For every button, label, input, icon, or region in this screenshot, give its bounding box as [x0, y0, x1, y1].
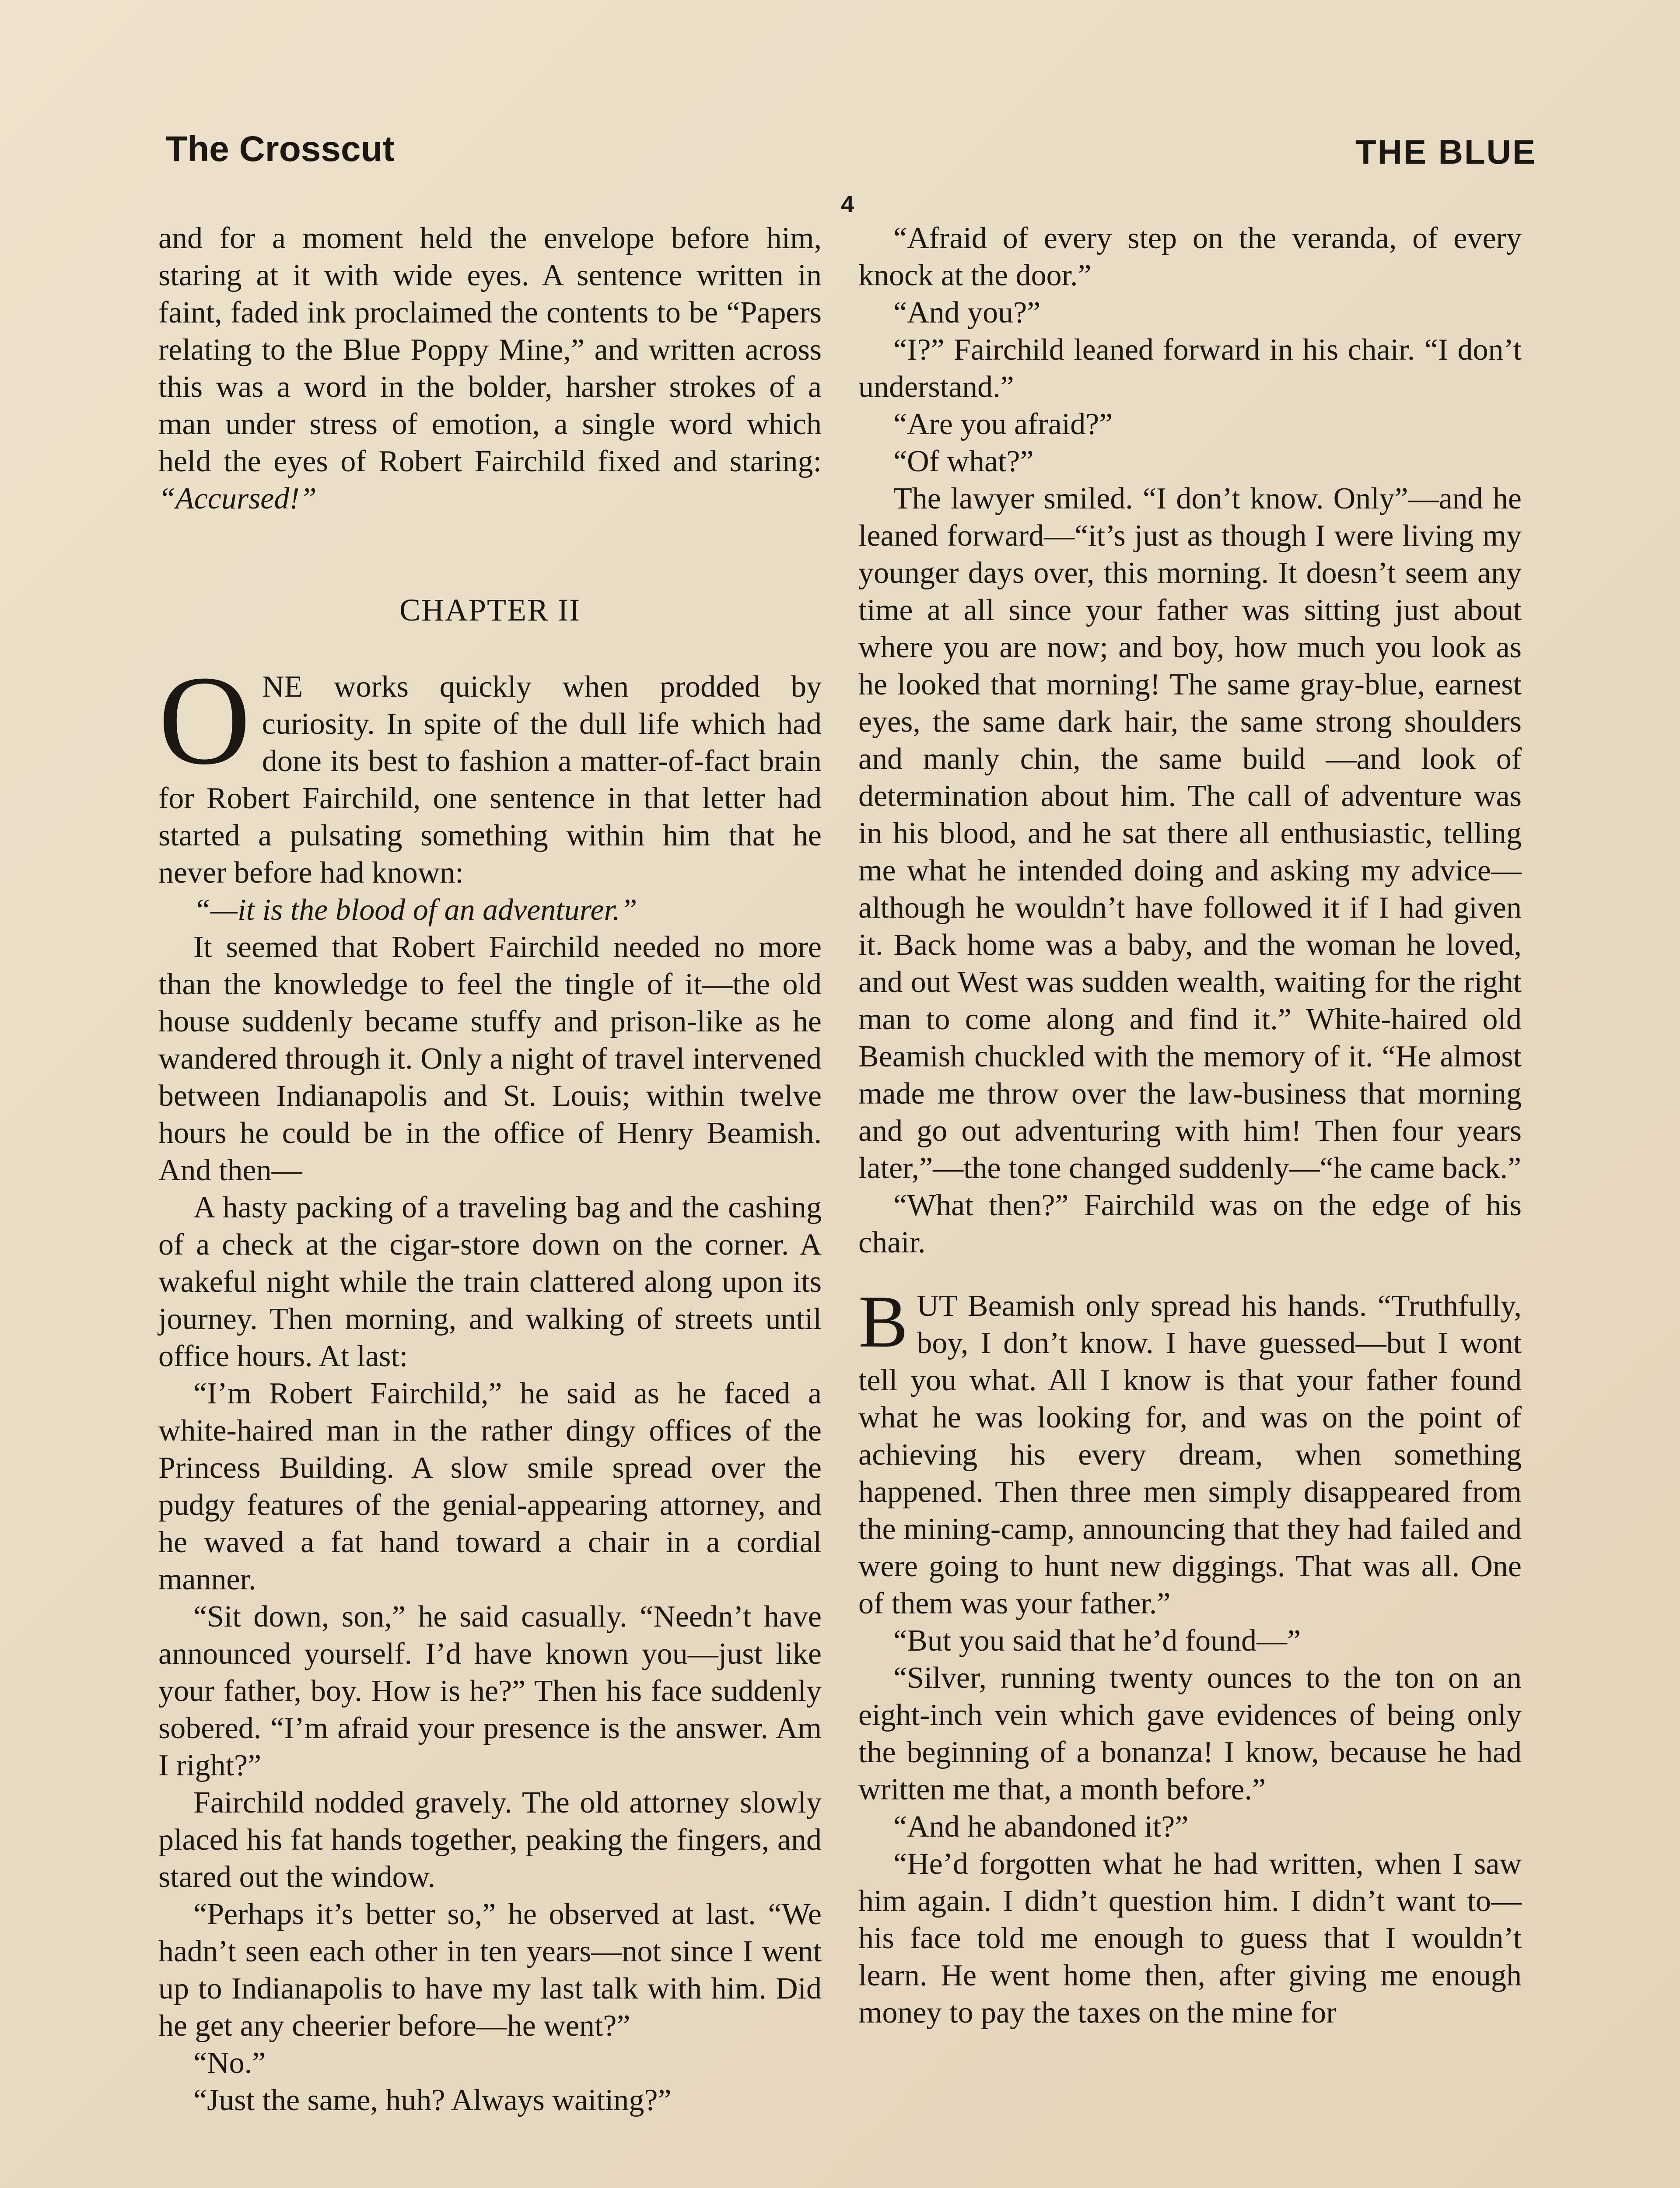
- paragraph: “Just the same, huh? Always waiting?”: [193, 2083, 672, 2117]
- paragraph: [858, 1280, 1522, 1622]
- paragraph: “And he abandoned it?”: [893, 1810, 1189, 1844]
- small-caps-lead: UT: [917, 1289, 957, 1323]
- paragraph: “No.”: [193, 2046, 266, 2080]
- paragraph-text: and for a moment held the envelope before him, staring at it with wide eyes. A sentence written in faint, faded ink proclaimed the contents to be “Papers relating to the Blue Poppy Mine,” and written across this was a word in the bolder, harsher strokes of a man under stress of emotion, a single word which held the eyes of Robert Fairchild fixed and staring:: [158, 221, 822, 478]
- paragraph: “I?” Fairchild leaned forward in his chair. “I don’t understand.”: [858, 333, 1522, 404]
- paragraph: “I’m Robert Fairchild,” he said as he faced a white-haired man in the rather dingy offices of the Princess Building. A slow smile spread over the pudgy features of the genial-appearing attorney, and he waved a fat hand toward a chair in a cordial manner.: [158, 1377, 822, 1596]
- paragraph: It seemed that Robert Fairchild needed no more than the knowledge to feel the tingle of it—the old house suddenly became stuffy and prison-like as he wandered through it. Only a night of travel intervened between Indianapolis and St. Louis; within twelve hours he could be in the office of Henry Beamish. And then—: [158, 930, 822, 1187]
- paragraph: Fairchild nodded gravely. The old attorney slowly placed his fat hands together, peaking the fingers, and stared out the window.: [158, 1786, 822, 1894]
- paragraph: “Sit down, son,” he said casually. “Needn’t have announced yourself. I’d have known you—just like your father, boy. How is he?” Then his face suddenly sobered. “I’m afraid your presence is the answer. Am I right?”: [158, 1600, 822, 1782]
- paragraph-text: works quickly when prodded by curiosity. In spite of the dull life which had done its best to fashion a matter-of-fact brain for Robert Fairchild, one sentence in that letter had started a pulsating something within him that he never before had known:: [158, 670, 822, 890]
- small-caps-lead: NE: [262, 670, 303, 704]
- paragraph: “Afraid of every step on the veranda, of every knock at the door.”: [858, 221, 1522, 292]
- chapter-heading: CHAPTER II: [399, 593, 581, 628]
- paragraph: “Silver, running twenty ounces to the ton on an eight-inch vein which gave evidences of being only the beginning of a bonanza! I know, because he had written me that, a month before.”: [858, 1661, 1522, 1806]
- paragraph: “Perhaps it’s better so,” he observed at last. “We hadn’t seen each other in ten years—not since I went up to Indianapolis to have my last talk with him. Did he get any cheerier before—he went?”: [158, 1897, 822, 2043]
- italic-word: “Accursed!”: [158, 482, 317, 515]
- left-column: [158, 220, 822, 2119]
- page-number: 4: [841, 191, 854, 217]
- paragraph: “Of what?”: [893, 445, 1034, 478]
- paragraph: “Are you afraid?”: [893, 407, 1113, 441]
- paragraph: “He’d forgotten what he had written, when I saw him again. I didn’t question him. I didn’t want to—his face told me enough to guess that I wouldn’t learn. He went home then, after giving me enough money to pay the taxes on the mine for: [858, 1847, 1522, 2030]
- paragraph: “And you?”: [893, 296, 1041, 330]
- paragraph: “But you said that he’d found—”: [893, 1624, 1301, 1658]
- running-head-left: The Crosscut: [165, 129, 395, 169]
- paragraph-text: Beamish only spread his hands. “Truthfully, boy, I don’t know. I have guessed—but I wont tell you what. All I know is that your father found what he was looking for, and was on the point of achieving his every dream, when something happened. Then three men simply disappeared from the mining-camp, announcing that they had failed and were going to hunt new diggings. That was all. One of them was your father.”: [858, 1289, 1522, 1620]
- quoted-line: “—it is the blood of an adventurer.”: [193, 893, 637, 927]
- paragraph: [158, 220, 822, 517]
- drop-cap: O: [158, 650, 251, 791]
- paragraph: The lawyer smiled. “I don’t know. Only”—and he leaned forward—“it’s just as though I were living my younger days over, this morning. It doesn’t seem any time at all since your father was sitting just about where you are now; and boy, how much you look as he looked that morning! The same gray-blue, earnest eyes, the same dark hair, the same strong shoulders and manly chin, the same build —and look of determination about him. The call of adventure was in his blood, and he sat there all enthusiastic, telling me what he intended doing and asking my advice—although he wouldn’t have followed it if I had given it. Back home was a baby, and the woman he loved, and out West was sudden wealth, waiting for the right man to come along and find it.” White-haired old Beamish chuckled with the memory of it. “He almost made me throw over the law-business that morning and go out adventuring with him! Then four years later,”—the tone changed suddenly—“he came back.”: [858, 482, 1522, 1185]
- drop-cap: B: [858, 1280, 908, 1363]
- paragraph: A hasty packing of a traveling bag and the cashing of a check at the cigar-store down on the corner. A wakeful night while the train clattered along upon its journey. Then morning, and walking of streets until office hours. At last:: [158, 1191, 822, 1373]
- running-head-right: THE BLUE: [1355, 133, 1536, 171]
- right-column: [858, 220, 1522, 2031]
- paragraph: [158, 650, 822, 891]
- paragraph: “What then?” Fairchild was on the edge of his chair.: [858, 1189, 1522, 1259]
